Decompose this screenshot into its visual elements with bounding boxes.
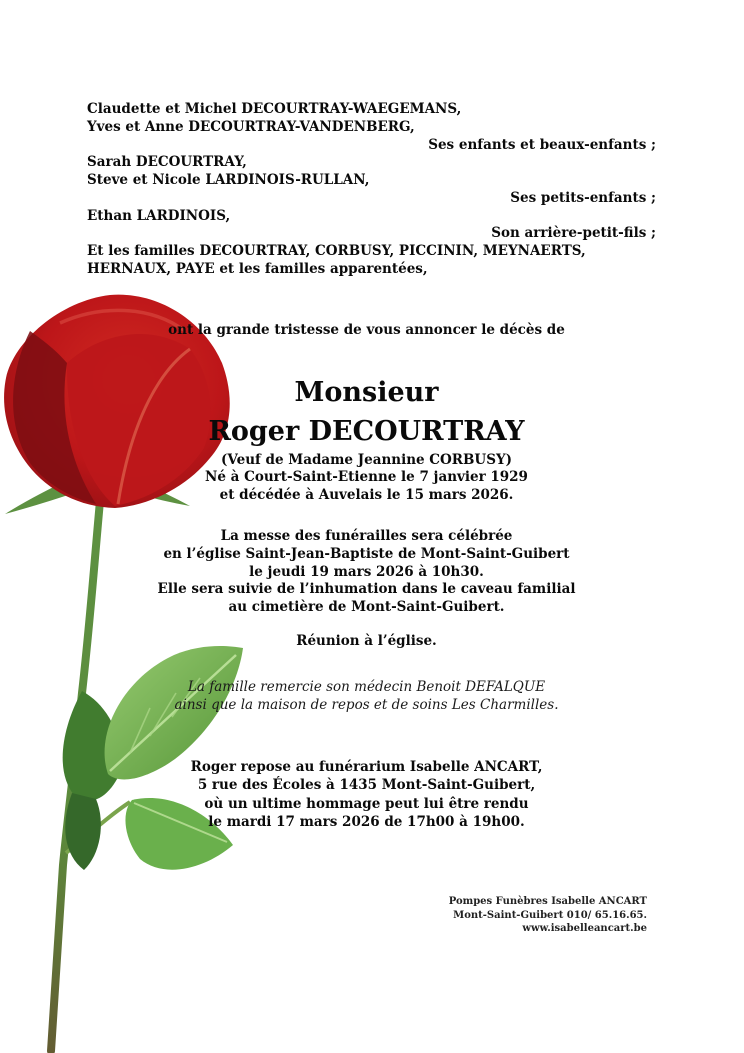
family-list	[87, 101, 656, 279]
repose-line: le mardi 17 mars 2026 de 17h00 à 19h00.	[208, 814, 525, 831]
family-name-line: Sarah DECOURTRAY,	[87, 154, 247, 171]
thanks-block	[0, 678, 733, 714]
deceased-block	[0, 374, 733, 504]
ceremony-line: en l’église Saint-Jean-Baptiste de Mont-Saint-Guibert	[163, 545, 570, 562]
funeral-home-footer	[449, 895, 647, 936]
repose-line: Roger repose au funérarium Isabelle ANCART,	[190, 759, 543, 775]
ceremony-line: Elle sera suivie de l’inhumation dans le caveau familial	[157, 581, 576, 598]
deceased-death: et décédée à Auvelais le 15 mars 2026.	[219, 486, 514, 503]
repose-line: 5 rue des Écoles à 1435 Mont-Saint-Guibert,	[197, 777, 536, 794]
thanks-line: La famille remercie son médecin Benoit DEFALQUE	[187, 679, 546, 695]
relation-label-children: Ses enfants et beaux-enfants ;	[428, 136, 656, 153]
ceremony-line: La messe des funérailles sera célébrée	[220, 528, 513, 544]
deceased-name: Roger DECOURTRAY	[208, 416, 525, 447]
thanks-line: ainsi que la maison de repos et de soins Les Charmilles.	[174, 697, 559, 713]
family-name-line: Steve et Nicole LARDINOIS-RULLAN,	[87, 172, 370, 188]
related-families-line: HERNAUX, PAYE et les familles apparentées,	[87, 260, 428, 277]
family-name-line: Yves et Anne DECOURTRAY-VANDENBERG,	[87, 118, 415, 135]
relation-label-grandchildren: Ses petits-enfants ;	[510, 189, 656, 206]
funeral-home-phone: Mont-Saint-Guibert 010/ 65.16.65.	[453, 909, 647, 921]
repose-block	[0, 758, 733, 832]
family-name-line: Claudette et Michel DECOURTRAY-WAEGEMANS,	[87, 101, 462, 117]
family-name-line: Ethan LARDINOIS,	[87, 207, 231, 224]
deceased-birth: Né à Court-Saint-Etienne le 7 janvier 1929	[205, 469, 528, 486]
funeral-home-website: www.isabelleancart.be	[522, 923, 647, 934]
ceremony-line: au cimetière de Mont-Saint-Guibert.	[228, 599, 505, 616]
ceremony-block	[0, 528, 733, 617]
related-families-line: Et les familles DECOURTRAY, CORBUSY, PICCININ, MEYNAERTS,	[87, 243, 586, 259]
relation-label-great-grandson: Son arrière-petit-fils ;	[491, 225, 656, 242]
deceased-title: Monsieur	[294, 377, 439, 408]
deceased-widower-of: (Veuf de Madame Jeannine CORBUSY)	[221, 452, 512, 468]
repose-line: où un ultime hommage peut lui être rendu	[204, 795, 529, 812]
ceremony-line: le jeudi 19 mars 2026 à 10h30.	[249, 563, 484, 580]
gathering-line: Réunion à l’église.	[296, 633, 437, 649]
funeral-home-name: Pompes Funèbres Isabelle ANCART	[448, 896, 647, 907]
announcement-line: ont la grande tristesse de vous annoncer le décès de	[168, 322, 565, 338]
